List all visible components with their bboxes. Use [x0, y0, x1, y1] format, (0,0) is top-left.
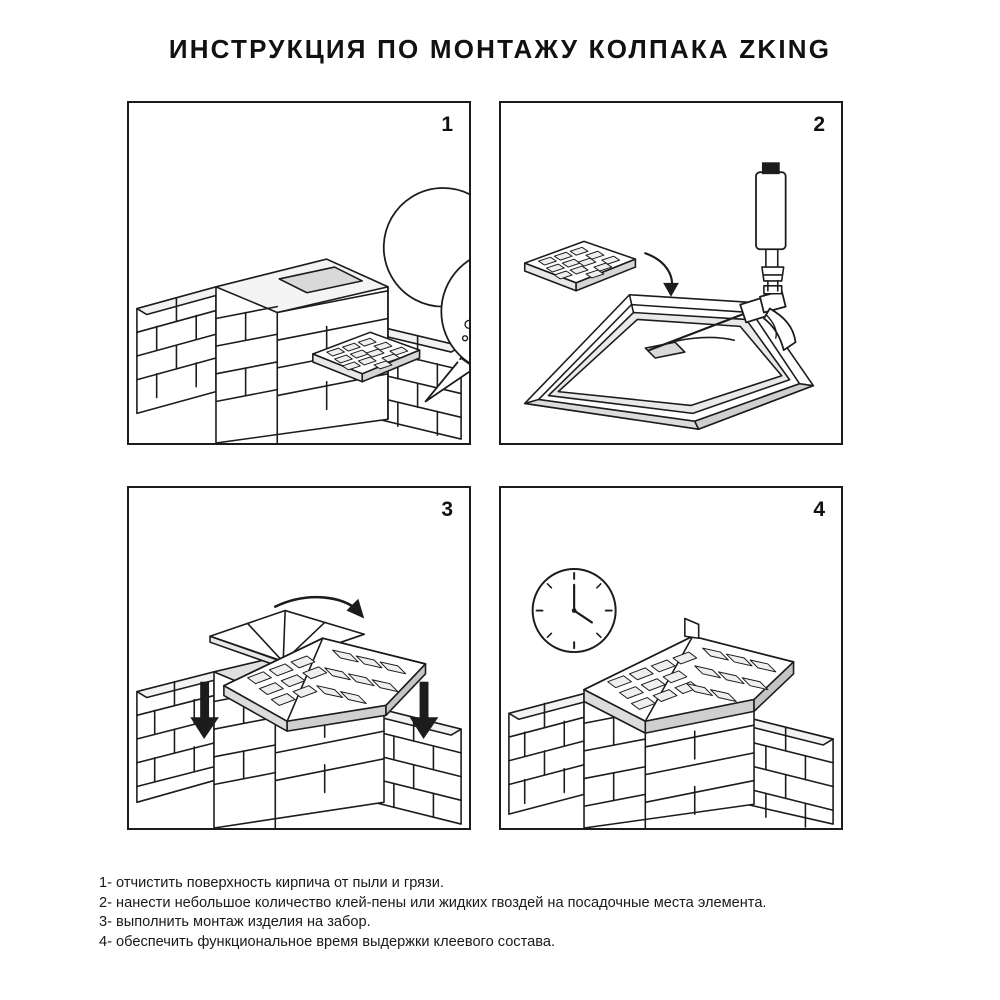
panel-number: 1: [441, 113, 453, 136]
step-line-4: 4- обеспечить функциональное время выдержки клеевого состава.: [99, 933, 556, 950]
brick-wall-left: [137, 287, 226, 414]
brick-wall-left: [137, 672, 224, 802]
step-line-1: 1- отчистить поверхность кирпича от пыли и грязи.: [99, 875, 444, 891]
panel-grid: [127, 101, 843, 845]
step-line-3: 3- выполнить монтаж изделия на забор.: [99, 914, 371, 930]
clock-icon: [533, 569, 616, 652]
panel-step-3: [127, 486, 471, 830]
panel-number: 2: [813, 113, 825, 136]
panel-number: 3: [441, 498, 453, 521]
panel-number: 4: [813, 498, 825, 521]
step-line-2: 2- нанести небольшое количество клей-пены или жидких гвоздей на посадочные места элемента.: [99, 894, 767, 911]
steps-list: [99, 874, 959, 952]
brick-wall-left: [509, 694, 594, 815]
panel-step-1: [127, 101, 471, 445]
curved-arrow: [645, 253, 679, 296]
installed-cap: [584, 618, 794, 733]
cap-plate: [525, 241, 636, 290]
panel-step-2: [499, 101, 843, 445]
panel-step-4: [499, 486, 843, 830]
foam-canister: [756, 162, 786, 290]
page-title: ИНСТРУКЦИЯ ПО МОНТАЖУ КОЛПАКА ZKING: [168, 34, 832, 64]
